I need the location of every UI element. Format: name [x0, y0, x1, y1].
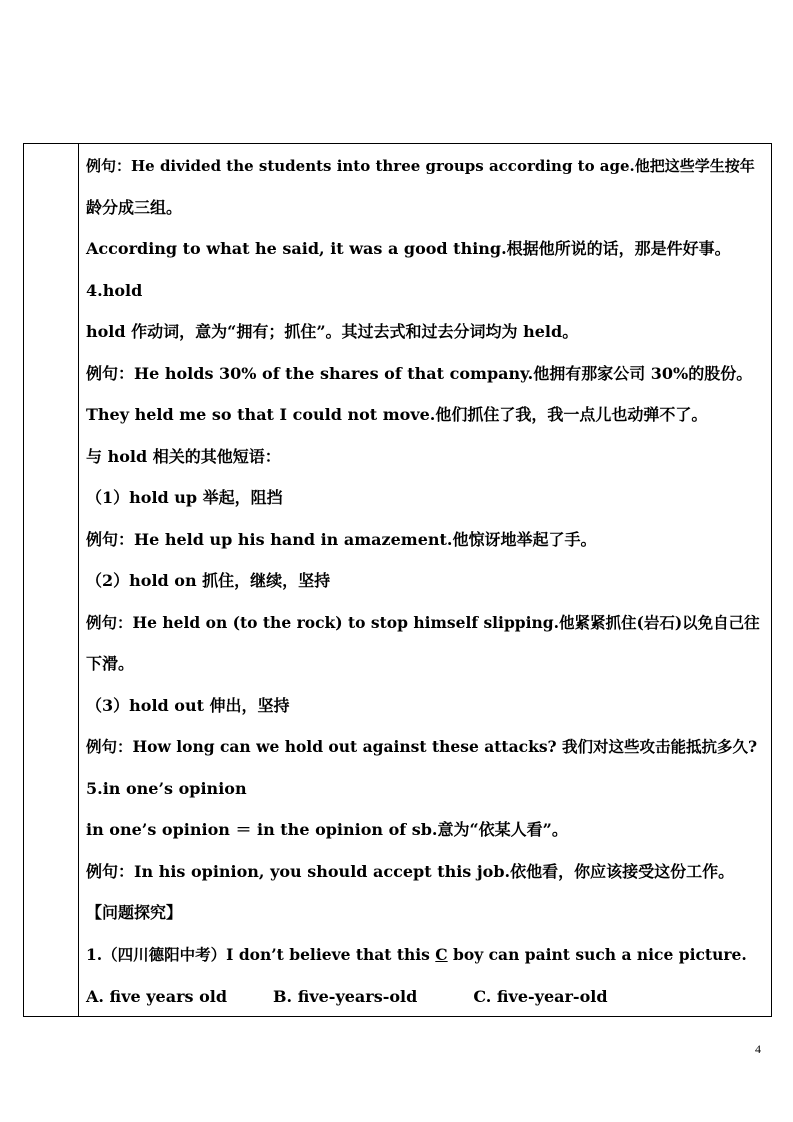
page-number: 4	[755, 1042, 761, 1056]
text-line: （3）hold out 伸出，坚持	[86, 696, 290, 715]
text-line: in one’s opinion ＝ in the opinion of sb.意为“依某人看”。	[86, 820, 568, 839]
text-line: （1）hold up 举起，阻挡	[86, 488, 283, 507]
question-text-before: 1.（四川德阳中考）I don’t believe that this	[86, 945, 436, 964]
section-heading: 5.in one’s opinion	[86, 779, 247, 798]
text-line: 下滑。	[86, 654, 135, 673]
text-line: hold 作动词，意为“拥有；抓住”。其过去式和过去分词均为 held。	[86, 322, 579, 341]
text-line: 例句：He held up his hand in amazement.他惊讶地举起了手。	[86, 530, 597, 549]
question-line	[86, 944, 747, 966]
text-line: They held me so that I could not move.他们抓住了我，我一点儿也动弹不了。	[86, 405, 708, 424]
text-line: 例句：In his opinion, you should accept this job.依他看，你应该接受这份工作。	[86, 862, 735, 881]
text-line: 龄分成三组。	[86, 198, 183, 217]
text-line: 例句：How long can we hold out against these attacks? 我们对这些攻击能抵抗多久?	[86, 737, 758, 756]
text-line: （2）hold on 抓住，继续，坚持	[86, 571, 331, 590]
section-heading: 【问题探究】	[86, 903, 183, 922]
option-c: C. five-year-old	[473, 987, 608, 1006]
text-line: 例句：He holds 30% of the shares of that company.他拥有那家公司 30%的股份。	[86, 364, 753, 383]
table-left-column	[24, 144, 79, 1016]
option-a: A. five years old	[86, 987, 228, 1006]
text-line: According to what he said, it was a good thing.根据他所说的话，那是件好事。	[86, 239, 731, 258]
question-answer: C	[435, 945, 448, 964]
section-heading: 4.hold	[86, 281, 143, 300]
option-b: B. five-years-old	[273, 987, 418, 1006]
text-line: 例句：He held on (to the rock) to stop himself slipping.他紧紧抓住(岩石)以免自己往	[86, 613, 760, 632]
content-table	[23, 143, 772, 1017]
text-line: 与 hold 相关的其他短语：	[86, 447, 281, 466]
options-line	[86, 986, 608, 1008]
text-line: 例句：He divided the students into three groups according to age.他把这些学生按年	[86, 157, 755, 175]
question-text-after: boy can paint such a nice picture.	[447, 945, 747, 964]
